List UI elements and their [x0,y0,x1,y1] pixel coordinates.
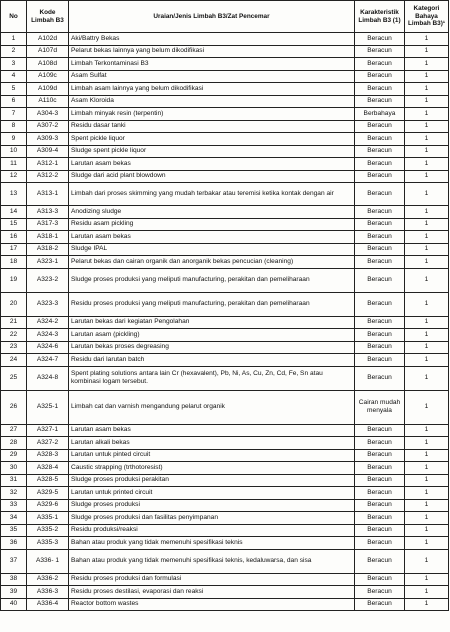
waste-description: Sludge proses produksi yang meliputi manufacturing, perakitan dan pemeliharaan [69,268,355,292]
characteristic: Beracun [355,341,405,354]
row-number: 29 [1,449,27,462]
waste-code: A313-1 [27,183,69,206]
table-row [1,83,449,96]
table-row [1,437,449,450]
hazard-category: 1 [405,145,449,158]
characteristic: Beracun [355,145,405,158]
table-row [1,33,449,46]
hazard-category: 1 [405,462,449,475]
table-row [1,474,449,487]
hazard-category: 1 [405,108,449,121]
table-row [1,598,449,611]
hazard-category: 1 [405,231,449,244]
waste-description: Asam Sulfat [69,70,355,83]
waste-code: A328-5 [27,474,69,487]
row-number: 24 [1,354,27,367]
hazard-category: 1 [405,170,449,183]
characteristic: Beracun [355,524,405,537]
header-code: Kode Limbah B3 [27,1,69,33]
row-number: 33 [1,499,27,512]
row-number: 11 [1,158,27,171]
table-row [1,95,449,108]
characteristic: Beracun [355,133,405,146]
row-number: 20 [1,292,27,316]
characteristic: Beracun [355,499,405,512]
waste-code: A323-3 [27,292,69,316]
hazard-category: 1 [405,487,449,500]
hazard-category: 1 [405,499,449,512]
header-characteristic: Karakteristik Limbah B3 (1) [355,1,405,33]
waste-code: A309-3 [27,133,69,146]
hazard-category: 1 [405,341,449,354]
characteristic: Beracun [355,354,405,367]
waste-description: Residu proses produksi yang meliputi manufacturing, perakitan dan pemeliharaan [69,292,355,316]
characteristic: Beracun [355,512,405,525]
waste-description: Sludge dari acid plant blowdown [69,170,355,183]
row-number: 38 [1,573,27,586]
table-row [1,268,449,292]
table-row [1,58,449,71]
characteristic: Beracun [355,70,405,83]
waste-code: A329-5 [27,487,69,500]
waste-code: A110c [27,95,69,108]
waste-description: Limbah cat dan varnish mengandung pelarut organik [69,390,355,424]
row-number: 18 [1,256,27,269]
table-row [1,462,449,475]
waste-code: A304-3 [27,108,69,121]
row-number: 3 [1,58,27,71]
characteristic: Beracun [355,437,405,450]
waste-code: A336-3 [27,586,69,599]
waste-description: Sludge IPAL [69,243,355,256]
hazard-category: 1 [405,243,449,256]
table-row [1,70,449,83]
row-number: 5 [1,83,27,96]
hazard-category: 1 [405,33,449,46]
waste-description: Limbah Terkontaminasi B3 [69,58,355,71]
waste-code: A108d [27,58,69,71]
hazard-category: 1 [405,83,449,96]
table-row [1,243,449,256]
hazard-category: 1 [405,256,449,269]
row-number: 28 [1,437,27,450]
row-number: 2 [1,45,27,58]
waste-code: A327-1 [27,424,69,437]
table-row [1,256,449,269]
hazard-category: 1 [405,449,449,462]
characteristic: Beracun [355,170,405,183]
waste-code: A102d [27,33,69,46]
row-number: 25 [1,366,27,390]
characteristic: Beracun [355,549,405,573]
row-number: 8 [1,120,27,133]
characteristic: Beracun [355,231,405,244]
characteristic: Beracun [355,462,405,475]
hazard-category: 1 [405,390,449,424]
characteristic: Beracun [355,292,405,316]
characteristic: Beracun [355,449,405,462]
waste-code: A318-2 [27,243,69,256]
hazard-category: 1 [405,598,449,611]
characteristic: Beracun [355,268,405,292]
waste-description: Residu produksi/reaksi [69,524,355,537]
hazard-category: 1 [405,549,449,573]
waste-code: A324-2 [27,316,69,329]
table-row [1,145,449,158]
header-category: Kategori Bahaya Limbah B3)¹ [405,1,449,33]
hazard-category: 1 [405,329,449,342]
row-number: 21 [1,316,27,329]
characteristic: Beracun [355,95,405,108]
hazard-category: 1 [405,133,449,146]
characteristic: Beracun [355,316,405,329]
characteristic: Beracun [355,218,405,231]
hazard-category: 1 [405,218,449,231]
row-number: 10 [1,145,27,158]
characteristic: Beracun [355,243,405,256]
waste-code: A328-4 [27,462,69,475]
waste-code: A323-2 [27,268,69,292]
table-row [1,45,449,58]
row-number: 19 [1,268,27,292]
waste-description: Larutan asam bekas [69,231,355,244]
hazard-category: 1 [405,268,449,292]
waste-description: Pelarut bekas lainnya yang belum dikodifikasi [69,45,355,58]
table-row [1,170,449,183]
header-no: No [1,1,27,33]
waste-description: Limbah minyak resin (terpentin) [69,108,355,121]
waste-description: Larutan asam bekas [69,158,355,171]
hazard-category: 1 [405,524,449,537]
waste-code: A335-1 [27,512,69,525]
hazard-category: 1 [405,292,449,316]
row-number: 23 [1,341,27,354]
waste-code: A313-3 [27,206,69,219]
characteristic: Beracun [355,586,405,599]
waste-code: A329-6 [27,499,69,512]
table-row [1,120,449,133]
characteristic: Beracun [355,183,405,206]
table-row [1,424,449,437]
hazard-category: 1 [405,158,449,171]
row-number: 14 [1,206,27,219]
waste-description: Residu dari larutan batch [69,354,355,367]
waste-description: Bahan atau produk yang tidak memenuhi spesifikasi teknis, kedaluwarsa, dan sisa [69,549,355,573]
waste-description: Larutan asam (pickling) [69,329,355,342]
table-row [1,524,449,537]
waste-description: Limbah dari proses skimming yang mudah terbakar atau teremisi ketika kontak dengan air [69,183,355,206]
waste-description: Larutan alkali bekas [69,437,355,450]
row-number: 26 [1,390,27,424]
waste-code: A312-1 [27,158,69,171]
waste-code: A309-4 [27,145,69,158]
row-number: 27 [1,424,27,437]
table-row [1,183,449,206]
characteristic: Beracun [355,33,405,46]
row-number: 37 [1,549,27,573]
waste-code: A336- 1 [27,549,69,573]
row-number: 15 [1,218,27,231]
characteristic: Beracun [355,58,405,71]
waste-description: Residu proses produksi dan formulasi [69,573,355,586]
table-row [1,549,449,573]
row-number: 39 [1,586,27,599]
row-number: 30 [1,462,27,475]
hazard-category: 1 [405,474,449,487]
waste-description: Larutan asam bekas [69,424,355,437]
characteristic: Beracun [355,366,405,390]
waste-description: Anodizing sludge [69,206,355,219]
table-row [1,354,449,367]
waste-code: A324-3 [27,329,69,342]
hazard-category: 1 [405,58,449,71]
hazard-category: 1 [405,95,449,108]
waste-code: A324-8 [27,366,69,390]
table-row [1,586,449,599]
waste-description: Residu asam pickling [69,218,355,231]
characteristic: Beracun [355,83,405,96]
characteristic: Beracun [355,573,405,586]
row-number: 32 [1,487,27,500]
waste-code: A107d [27,45,69,58]
waste-code: A335-3 [27,537,69,550]
row-number: 22 [1,329,27,342]
waste-code: A109c [27,70,69,83]
characteristic: Beracun [355,424,405,437]
characteristic: Beracun [355,329,405,342]
characteristic: Beracun [355,537,405,550]
table-row [1,218,449,231]
table-body [1,33,449,611]
row-number: 16 [1,231,27,244]
characteristic: Beracun [355,256,405,269]
table-row [1,512,449,525]
characteristic: Beracun [355,487,405,500]
waste-description: Residu dasar tanki [69,120,355,133]
hazard-category: 1 [405,120,449,133]
row-number: 40 [1,598,27,611]
waste-description: Sludge proses produksi [69,499,355,512]
row-number: 12 [1,170,27,183]
waste-code: A336-4 [27,598,69,611]
characteristic: Beracun [355,158,405,171]
waste-description: Reactor bottom wastes [69,598,355,611]
table-row [1,231,449,244]
characteristic: Berbahaya [355,108,405,121]
table-row [1,487,449,500]
waste-description: Caustic strapping (trthotoresist) [69,462,355,475]
row-number: 6 [1,95,27,108]
waste-code: A335-2 [27,524,69,537]
hazard-category: 1 [405,537,449,550]
waste-description: Sludge spent pickle liquor [69,145,355,158]
row-number: 13 [1,183,27,206]
hazard-category: 1 [405,45,449,58]
waste-description: Limbah asam lainnya yang belum dikodifikasi [69,83,355,96]
waste-description: Larutan bekas proses degreasing [69,341,355,354]
header-description: Uraian/Jenis Limbah B3/Zat Pencemar [69,1,355,33]
waste-code: A312-2 [27,170,69,183]
waste-description: Residu proses destilasi, evaporasi dan reaksi [69,586,355,599]
hazard-category: 1 [405,424,449,437]
table-row [1,329,449,342]
hazard-category: 1 [405,586,449,599]
waste-description: Larutan untuk printed circuit [69,487,355,500]
characteristic: Cairan mudah menyala [355,390,405,424]
waste-code: A325-1 [27,390,69,424]
waste-description: Bahan atau produk yang tidak memenuhi spesifikasi teknis [69,537,355,550]
waste-code: A328-3 [27,449,69,462]
hazard-category: 1 [405,316,449,329]
table-row [1,108,449,121]
hazard-category: 1 [405,437,449,450]
waste-code: A323-1 [27,256,69,269]
table-header-row [1,1,449,33]
waste-description: Larutan untuk pinted circuit [69,449,355,462]
table-row [1,316,449,329]
waste-code: A327-2 [27,437,69,450]
waste-description: Spent pickle liquor [69,133,355,146]
table-row [1,158,449,171]
waste-description: Pelarut bekas dan cairan organik dan anorganik bekas pencucian (cleaning) [69,256,355,269]
waste-code: A336-2 [27,573,69,586]
waste-description: Aki/Battry Bekas [69,33,355,46]
table-row [1,366,449,390]
row-number: 9 [1,133,27,146]
hazard-category: 1 [405,366,449,390]
characteristic: Beracun [355,206,405,219]
hazard-category: 1 [405,573,449,586]
waste-code: A307-2 [27,120,69,133]
row-number: 4 [1,70,27,83]
hazard-category: 1 [405,354,449,367]
characteristic: Beracun [355,45,405,58]
hazard-category: 1 [405,512,449,525]
row-number: 7 [1,108,27,121]
characteristic: Beracun [355,474,405,487]
waste-code: A109d [27,83,69,96]
waste-code: A324-7 [27,354,69,367]
table-row [1,292,449,316]
table-row [1,573,449,586]
waste-description: Spent plating solutions antara lain Cr (hexavalent), Pb, Ni, As, Cu, Zn, Cd, Fe, Sn atau kombinasi logam tersebut. [69,366,355,390]
characteristic: Beracun [355,120,405,133]
row-number: 17 [1,243,27,256]
table-row [1,449,449,462]
waste-code: A318-1 [27,231,69,244]
hazard-category: 1 [405,183,449,206]
table-row [1,499,449,512]
waste-description: Sludge proses produksi perakitan [69,474,355,487]
row-number: 34 [1,512,27,525]
hazard-category: 1 [405,70,449,83]
row-number: 31 [1,474,27,487]
characteristic: Beracun [355,598,405,611]
waste-description: Asam Kloroida [69,95,355,108]
row-number: 1 [1,33,27,46]
table-row [1,537,449,550]
row-number: 35 [1,524,27,537]
hazard-category: 1 [405,206,449,219]
table-row [1,390,449,424]
waste-code: A317-3 [27,218,69,231]
waste-description: Sludge proses produksi dan fasilitas penyimpanan [69,512,355,525]
table-row [1,133,449,146]
row-number: 36 [1,537,27,550]
waste-description: Larutan bekas dari kegiatan Pengolahan [69,316,355,329]
table-row [1,341,449,354]
table-row [1,206,449,219]
waste-code: A324-6 [27,341,69,354]
